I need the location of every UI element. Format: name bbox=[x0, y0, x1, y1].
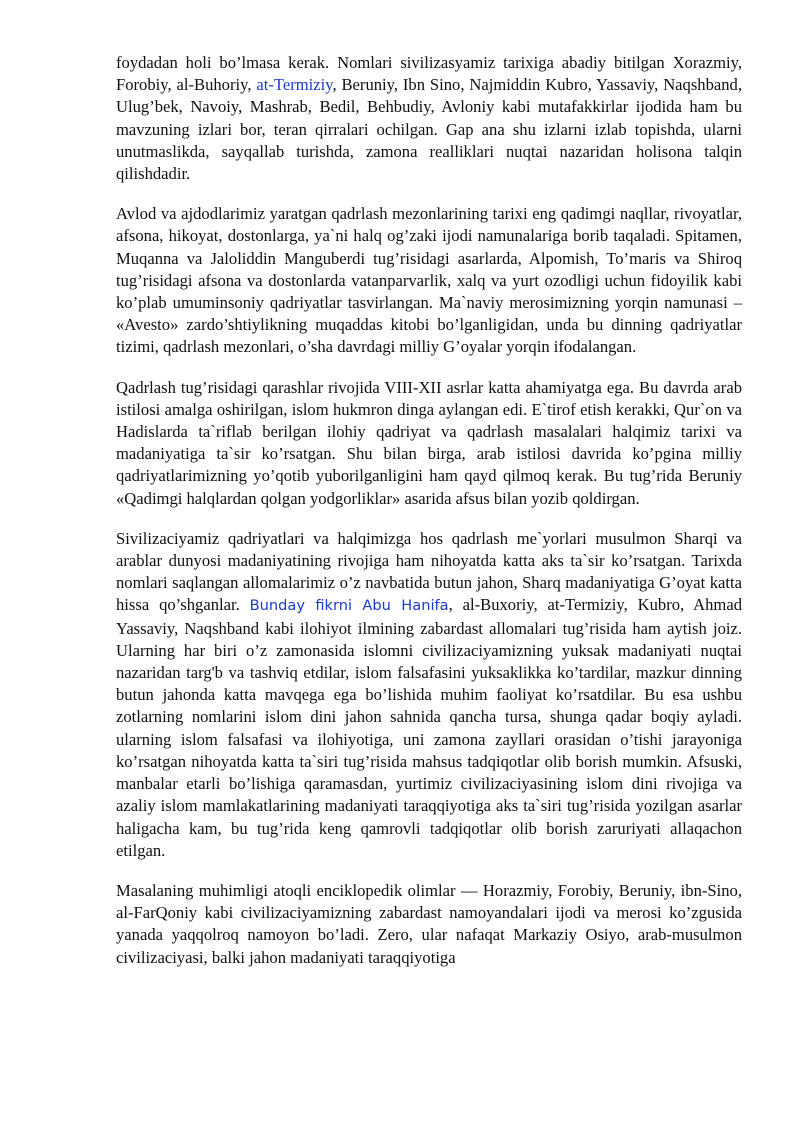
paragraph-2: Avlod va ajdodlarimiz yaratgan qadrlash mezonlarining tarixi eng qadimgi naqllar, rivoyatlar, afsona, hikoyat, dostonlarga, ya`ni halq og’zaki ijodi namunalariga borib taqaladi. Spitamen, Muqanna va Jaloliddin Manguberdi tug’risidagi asarlarda, Alpomish, To’maris va Shiroq tug’risidagi afsona va dostonlarda vatanparvarlik, xalq va yurt ozodligi uchun fidoyilik kabi ko’plab umuminsoniy qadriyatlar tasvirlangan. Ma`naviy merosimizning yorqin namunasi – «Avesto» zardo’shtiylikning muqaddas kitobi bo’lganligidan, unda bu dinning qadriyatlar tizimi, qadrlash mezonlari, o’sha davrdagi milliy G’oyalar yorqin ifodalangan. bbox=[116, 204, 742, 357]
paragraph-4-text-a: Sivilizaciyamiz qadriyatlari va halqimizga hos qadrlash me`yorlari musulmon Sharqi va arablar dunyosi madaniyatining rivojiga ham nihoyatda katta aks ta`sir ko’rsatgan. Tarixda nomlari saqlangan allomalarimiz o’z navbatida butun jahon, Sharq madaniyatiga G’oyat katta hissa qo’shganlar. bbox=[116, 528, 742, 615]
document-page bbox=[116, 52, 742, 969]
at-termiziy-link[interactable]: at-Termiziy bbox=[256, 75, 333, 95]
abu-hanifa-link[interactable]: Bunday fikrni Abu Hanifa bbox=[249, 597, 449, 615]
paragraph-1-text-b: , Beruniy, Ibn Sino, Najmiddin Kubro, Yassaviy, Naqshband, Ulug’bek, Navoiy, Mashrab, Bedil, Behbudiy, Avloniy kabi mutafakkirlar ijodida ham bu mavzuning izlari bor, teran qirralari ochilgan. Gap ana shu izlarni izlab topishda, ularni unutmaslikda, sayqallab turishda, zamona realliklari nuqtai nazaridan holisona talqin qilishdadir. bbox=[116, 75, 742, 184]
paragraph-3: Qadrlash tug’risidagi qarashlar rivojida VIII-XII asrlar katta ahamiyatga ega. Bu davrda arab istilosi amalga oshirilgan, islom hukmron dinga aylangan edi. E`tirof etish kerakki, Qur`on va Hadislarda ta`riflab berilgan ilohiy qadriyat va qadrlash masalalari halqimiz tarixi va madaniyatiga ta`sir ko’rsatgan. Shu bilan birga, arab istilosi davrida ko’pgina milliy qadriyatlarimizning yo’qotib yuborilganligini ham qayd qilmoq kerak. Bu tug’rida Beruniy «Qadimgi halqlardan qolgan yodgorliklar» asarida afsus bilan yozib qoldirgan. bbox=[116, 377, 742, 508]
paragraph-1-text-a: foydadan holi bo’lmasa kerak. Nomlari sivilizasyamiz tarixiga abadiy bitilgan Xorazmiy, Forobiy, al-Buhoriy, bbox=[116, 53, 742, 95]
paragraph-4 bbox=[116, 528, 742, 862]
paragraph-5: Masalaning muhimligi atoqli enciklopedik olimlar — Horazmiy, Forobiy, Beruniy, ibn-Sino, al-FarQoniy kabi civilizaciyamizning zabardast namoyandalari ijodi va merosi ko’zgusida yanada yaqqolroq namoyon bo’ladi. Zero, ular nafaqat Markaziy Osiyo, arab-musulmon civilizaciyasi, balki jahon madaniyati taraqqiyotiga bbox=[116, 880, 742, 967]
paragraph-1 bbox=[116, 52, 742, 185]
paragraph-4-text-b: , al-Buxoriy, at-Termiziy, Kubro, Ahmad Yassaviy, Naqshband kabi ilohiyot ilmining zabardast allomalari tug’risida ham aytish joiz. Ularning har biri o’z zamonasida islomni civilizaciyamizning yuksak madaniyati nuqtai nazaridan targ'b va tashviq etdilar, islom falsafasini yuksaklikka ko’tardilar, mazkur dinning butun jahonda katta mavqega ega bo’lishida muhim faoliyat ko’rsatdilar. Bu esa ushbu zotlarning nomlarini islom dini jahon sahnida qancha tursa, shunga qadar boqiy ayladi. ularning islom falsafasi va ilohiyotiga, uni zamona zayllari orasidan o’tishi jarayoniga ko’rsatgan nihoyatda katta ta`siri tug’risida mahsus tadqiqotlar olib borish mumkin. Afsuski, manbalar etarli bo’lishiga qaramasdan, yurtimiz civilizaciyasining islom dini rivojiga va azaliy islom mamlakatlarining madaniyati taraqqiyotiga aks ta`siri tug’risida yozilgan asarlar haligacha kam, bu tug’rida keng qamrovli tadqiqotlar olib borish zaruriyati allaqachon etilgan. bbox=[116, 595, 742, 860]
